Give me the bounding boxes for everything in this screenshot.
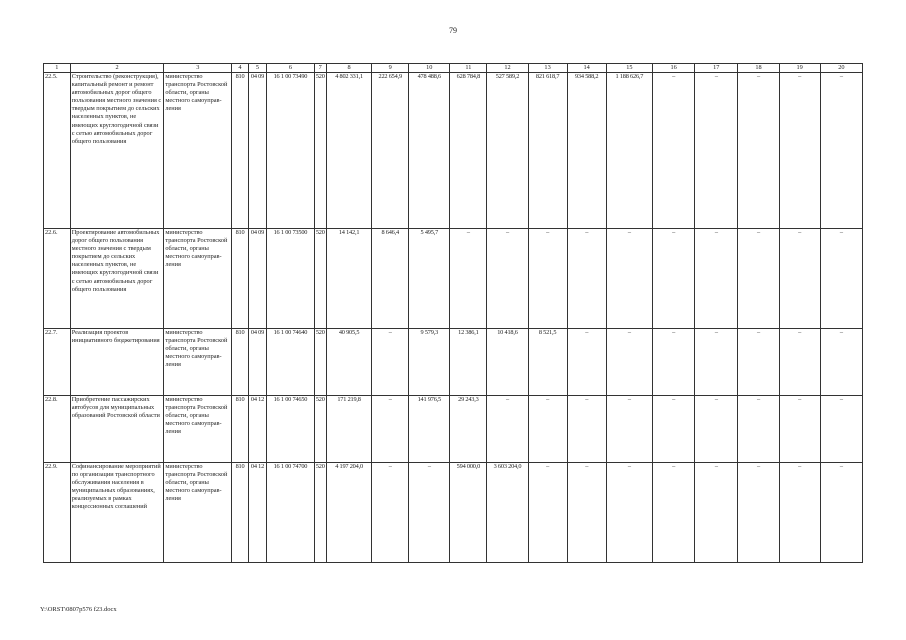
table-cell: 171 219,8 — [326, 396, 371, 463]
table-cell: – — [487, 229, 528, 329]
column-number: 9 — [372, 64, 409, 73]
table-cell: 04 09 — [248, 73, 267, 229]
table-cell: 16 1 00 74700 — [267, 463, 314, 563]
table-cell: – — [606, 463, 652, 563]
table-cell: – — [738, 229, 779, 329]
table-cell: 4 802 331,1 — [326, 73, 371, 229]
column-number: 4 — [232, 64, 248, 73]
table-cell: – — [567, 229, 606, 329]
column-number: 13 — [528, 64, 567, 73]
table-cell: – — [528, 229, 567, 329]
table-cell: – — [487, 396, 528, 463]
table-cell: – — [820, 73, 862, 229]
table-cell: 810 — [232, 463, 248, 563]
column-number: 11 — [450, 64, 487, 73]
table-cell: 3 603 204,0 — [487, 463, 528, 563]
column-number-row — [44, 64, 863, 73]
column-number: 1 — [44, 64, 71, 73]
table-cell: – — [738, 463, 779, 563]
table-cell: – — [695, 73, 738, 229]
table-cell: – — [450, 229, 487, 329]
column-number: 18 — [738, 64, 779, 73]
table-cell: 520 — [314, 463, 326, 563]
column-number: 2 — [70, 64, 164, 73]
row-index: 22.5. — [44, 73, 71, 229]
table-cell: 527 589,2 — [487, 73, 528, 229]
table-cell: – — [409, 463, 450, 563]
table-cell: – — [695, 396, 738, 463]
measure-name: Проектирование автомобильных дорог общего пользования местного значения с твердым покрытием до сельских населенных пунктов, не имеющих круглогодичной связи с сетью автомобильных дорог общего пользования — [70, 229, 164, 329]
table-cell: 141 976,5 — [409, 396, 450, 463]
column-number: 8 — [326, 64, 371, 73]
table-cell: 16 1 00 73500 — [267, 229, 314, 329]
table-cell: – — [372, 329, 409, 396]
table-cell: 12 386,1 — [450, 329, 487, 396]
table-cell: – — [779, 463, 820, 563]
table-cell: 810 — [232, 73, 248, 229]
table-cell: 1 188 626,7 — [606, 73, 652, 229]
executor: министерство транспорта Ростовской области, органы местного самоуправ-ления — [164, 229, 232, 329]
table-cell: 16 1 00 73490 — [267, 73, 314, 229]
table-cell: 628 784,8 — [450, 73, 487, 229]
table-cell: 520 — [314, 396, 326, 463]
table-cell: – — [779, 396, 820, 463]
measure-name: Реализация проектов инициативного бюджетирования — [70, 329, 164, 396]
table-cell: 478 488,6 — [409, 73, 450, 229]
column-number: 5 — [248, 64, 267, 73]
table-cell: 810 — [232, 329, 248, 396]
table-cell: – — [695, 463, 738, 563]
table-cell: 40 905,5 — [326, 329, 371, 396]
row-index: 22.6. — [44, 229, 71, 329]
column-number: 19 — [779, 64, 820, 73]
file-path-footer: Y:\ORST\0807p576 f23.docx — [40, 606, 117, 613]
table-cell: – — [528, 396, 567, 463]
table-cell: – — [567, 463, 606, 563]
table-cell: 04 09 — [248, 329, 267, 396]
column-number: 6 — [267, 64, 314, 73]
table-cell: – — [738, 329, 779, 396]
table-cell: – — [653, 329, 695, 396]
table-cell: – — [779, 73, 820, 229]
table-cell: 594 000,0 — [450, 463, 487, 563]
table-cell: 04 12 — [248, 396, 267, 463]
table-cell: 222 654,9 — [372, 73, 409, 229]
column-number: 10 — [409, 64, 450, 73]
executor: министерство транспорта Ростовской области, органы местного самоуправ-ления — [164, 329, 232, 396]
table-cell: 810 — [232, 229, 248, 329]
column-number: 15 — [606, 64, 652, 73]
table-cell: – — [567, 396, 606, 463]
table-cell: 16 1 00 74640 — [267, 329, 314, 396]
row-index: 22.7. — [44, 329, 71, 396]
table-cell: – — [695, 329, 738, 396]
table-cell: 520 — [314, 73, 326, 229]
column-number: 20 — [820, 64, 862, 73]
executor: министерство транспорта Ростовской области, органы местного самоуправ-ления — [164, 73, 232, 229]
table-cell: – — [653, 463, 695, 563]
table-cell: 4 197 204,0 — [326, 463, 371, 563]
table-cell: 8 646,4 — [372, 229, 409, 329]
table-cell: – — [567, 329, 606, 396]
table-cell: 5 495,7 — [409, 229, 450, 329]
table-cell: 16 1 00 74650 — [267, 396, 314, 463]
table-cell: – — [606, 329, 652, 396]
table-cell: – — [738, 396, 779, 463]
table-cell: 934 588,2 — [567, 73, 606, 229]
column-number: 17 — [695, 64, 738, 73]
table-cell: – — [820, 229, 862, 329]
table-row — [44, 463, 863, 563]
table-row — [44, 229, 863, 329]
table-cell: – — [820, 463, 862, 563]
table-cell: – — [779, 229, 820, 329]
table-cell: 04 12 — [248, 463, 267, 563]
table-cell: – — [606, 396, 652, 463]
table-cell: 29 243,3 — [450, 396, 487, 463]
measure-name: Строительство (реконструкция), капитальный ремонт и ремонт автомобильных дорог общего пользования местного значения с твердым покрытием до сельских населенных пунктов, не имеющих круглогодичной связи с сетью автомобильных дорог общего пользования — [70, 73, 164, 229]
table-cell: 14 142,1 — [326, 229, 371, 329]
table-cell: – — [606, 229, 652, 329]
table-cell: 10 418,6 — [487, 329, 528, 396]
row-index: 22.9. — [44, 463, 71, 563]
table-cell: – — [695, 229, 738, 329]
table-cell: – — [653, 73, 695, 229]
column-number: 7 — [314, 64, 326, 73]
table-cell: 520 — [314, 229, 326, 329]
table-cell: 821 618,7 — [528, 73, 567, 229]
column-number: 3 — [164, 64, 232, 73]
table-cell: – — [820, 329, 862, 396]
measure-name: Софинансирование мероприятий по организации транспортного обслуживания населения в муниципальных образованиях, реализуемых в рамках концессионных соглашений — [70, 463, 164, 563]
table-cell: – — [372, 396, 409, 463]
table-cell: – — [820, 396, 862, 463]
table-cell: – — [528, 463, 567, 563]
table-cell: – — [653, 229, 695, 329]
column-number: 12 — [487, 64, 528, 73]
row-index: 22.8. — [44, 396, 71, 463]
table-cell: – — [372, 463, 409, 563]
measure-name: Приобретение пассажирских автобусов для муниципальных образований Ростовской области — [70, 396, 164, 463]
table-cell: 810 — [232, 396, 248, 463]
table-row — [44, 329, 863, 396]
table-cell: 04 09 — [248, 229, 267, 329]
column-number: 16 — [653, 64, 695, 73]
executor: министерство транспорта Ростовской области, органы местного самоуправ-ления — [164, 463, 232, 563]
column-number: 14 — [567, 64, 606, 73]
table-cell: 520 — [314, 329, 326, 396]
table-cell: – — [653, 396, 695, 463]
page-number: 79 — [449, 26, 457, 35]
table-cell: – — [779, 329, 820, 396]
table-row — [44, 396, 863, 463]
table-cell: – — [738, 73, 779, 229]
table-cell: 8 521,5 — [528, 329, 567, 396]
table-cell: 9 579,3 — [409, 329, 450, 396]
budget-table — [43, 63, 863, 563]
executor: министерство транспорта Ростовской области, органы местного самоуправ-ления — [164, 396, 232, 463]
table-row — [44, 73, 863, 229]
